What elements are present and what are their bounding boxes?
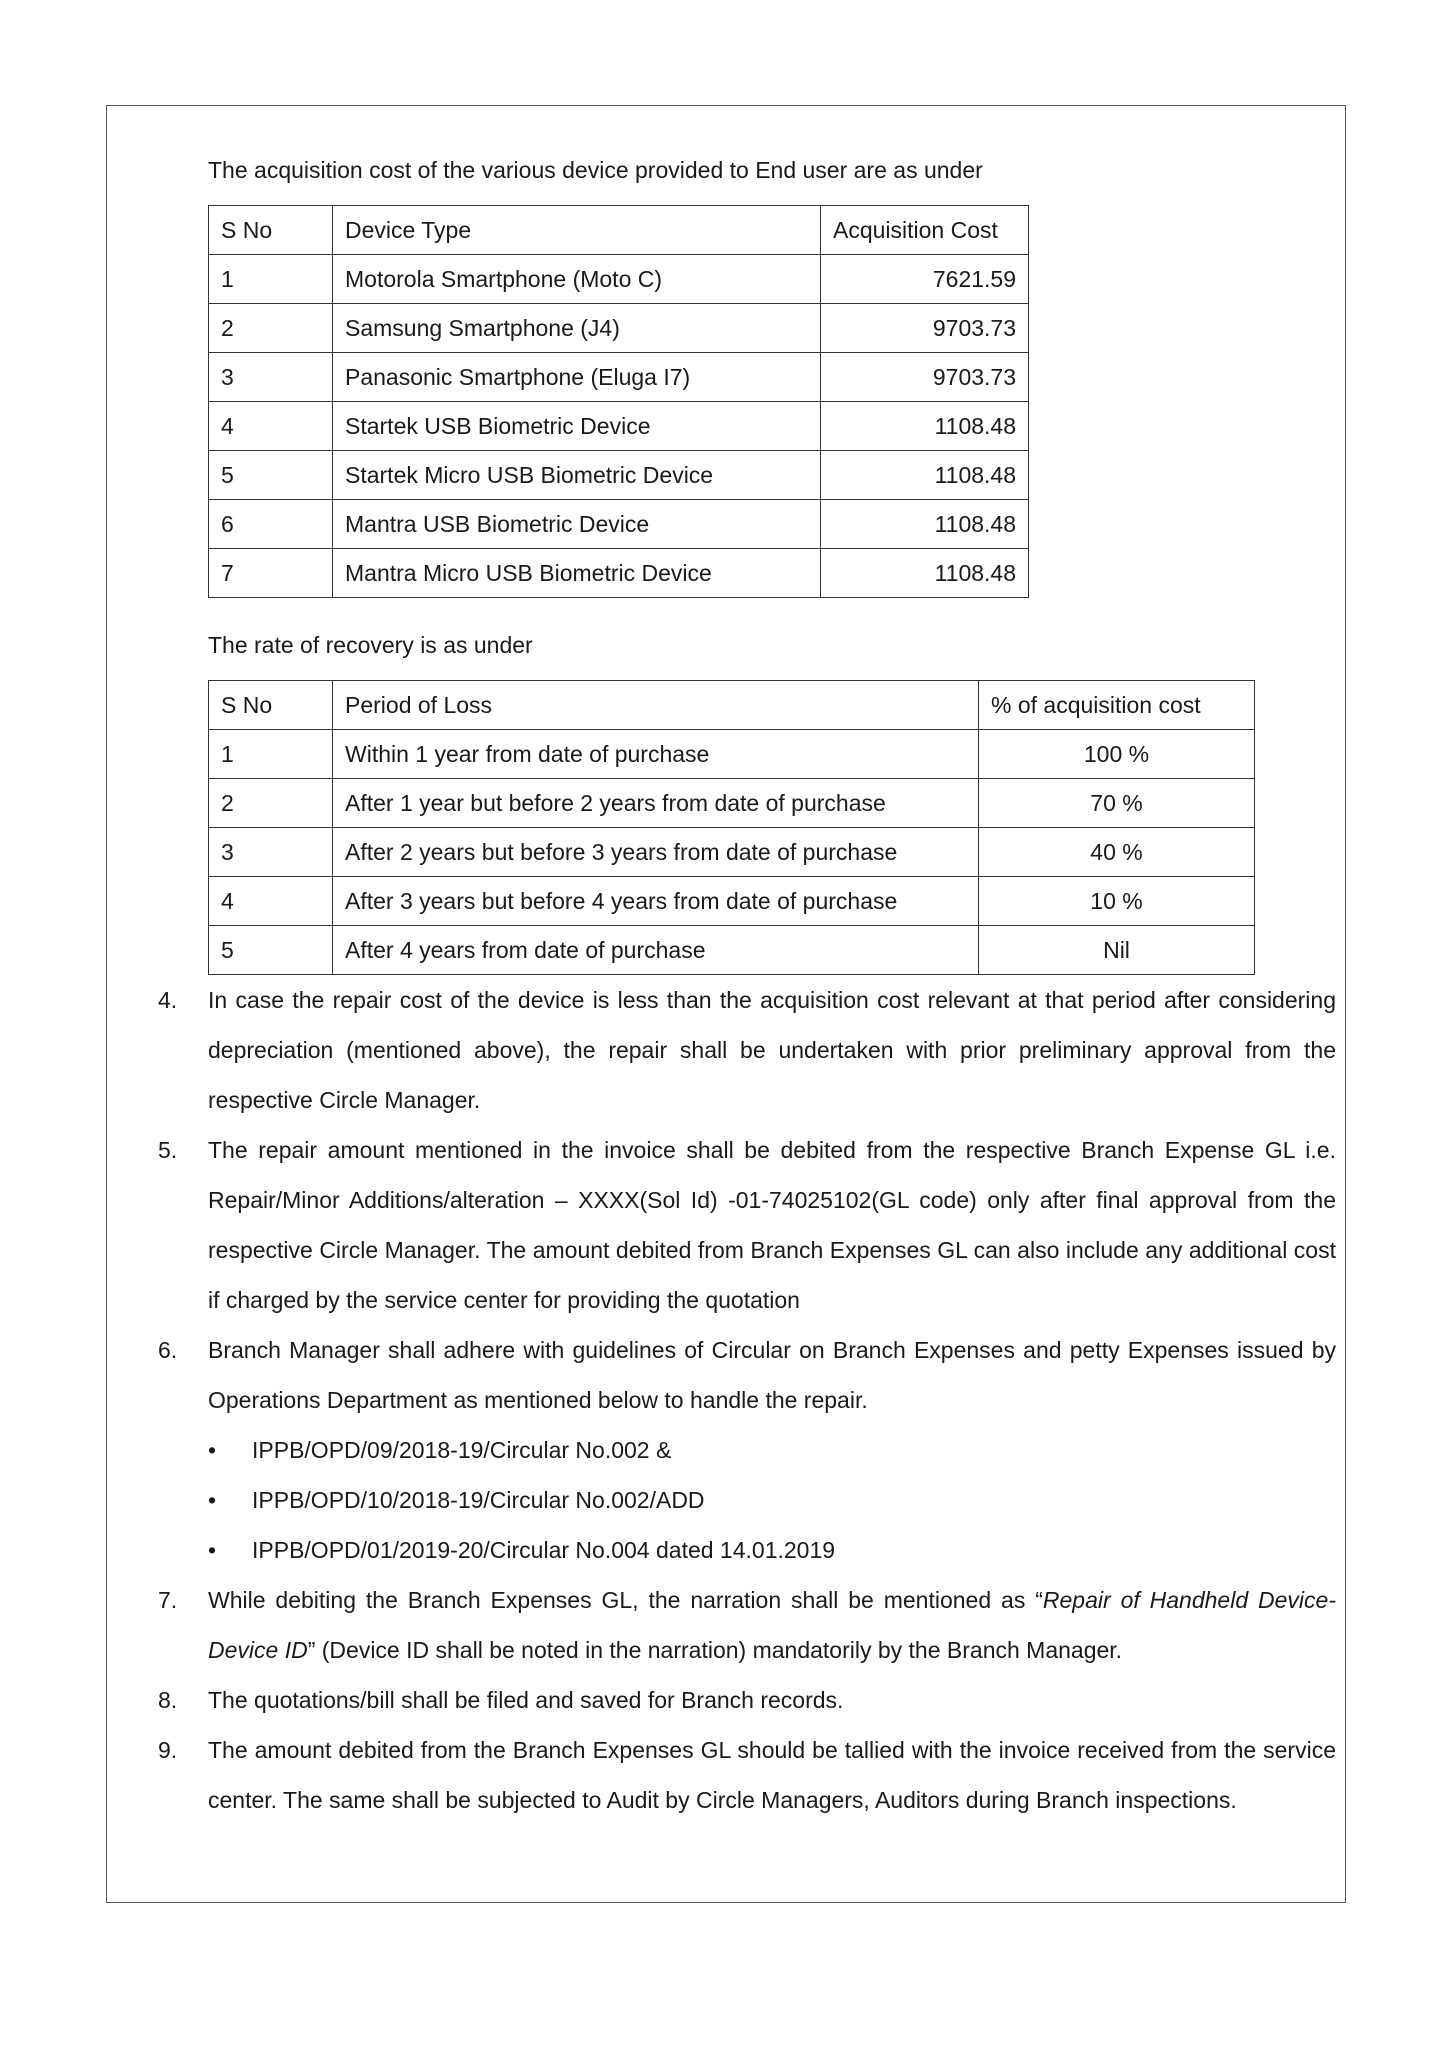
circular-text: IPPB/OPD/10/2018-19/Circular No.002/ADD	[252, 1487, 705, 1513]
table-row	[209, 779, 1255, 828]
list-item	[158, 1725, 1336, 1825]
cell-sno: 3	[209, 828, 333, 877]
list-item	[158, 1675, 1336, 1725]
item-number: 6.	[158, 1337, 178, 1363]
cell-cost: 9703.73	[821, 304, 1029, 353]
item-number: 9.	[158, 1737, 178, 1763]
cell-percent: 10 %	[979, 877, 1255, 926]
cell-sno: 6	[209, 500, 333, 549]
cell-device: Mantra USB Biometric Device	[333, 500, 821, 549]
item-number: 8.	[158, 1687, 178, 1713]
cell-device: Startek Micro USB Biometric Device	[333, 451, 821, 500]
cell-sno: 2	[209, 304, 333, 353]
item-number: 5.	[158, 1137, 178, 1163]
table-row	[209, 353, 1029, 402]
cell-percent: 100 %	[979, 730, 1255, 779]
bullet-icon: •	[208, 1437, 217, 1463]
table-row	[209, 877, 1255, 926]
circular-text: IPPB/OPD/01/2019-20/Circular No.004 dated 14.01.2019	[252, 1537, 836, 1563]
cell-cost: 1108.48	[821, 402, 1029, 451]
cell-sno: 5	[209, 926, 333, 975]
cell-device: Startek USB Biometric Device	[333, 402, 821, 451]
cell-device: Panasonic Smartphone (Eluga I7)	[333, 353, 821, 402]
cell-percent: Nil	[979, 926, 1255, 975]
circular-item	[208, 1525, 1336, 1575]
header-sno: S No	[209, 681, 333, 730]
header-percent-acquisition: % of acquisition cost	[979, 681, 1255, 730]
item-text: The quotations/bill shall be filed and saved for Branch records.	[208, 1687, 844, 1713]
cell-sno: 7	[209, 549, 333, 598]
item-text: Branch Manager shall adhere with guidelines of Circular on Branch Expenses and petty Expenses issued by Operations Department as mentioned below to handle the repair.	[208, 1337, 1336, 1413]
item-number: 7.	[158, 1587, 178, 1613]
cell-cost: 9703.73	[821, 353, 1029, 402]
cell-device: Mantra Micro USB Biometric Device	[333, 549, 821, 598]
item-text: The repair amount mentioned in the invoice shall be debited from the respective Branch Expense GL i.e. Repair/Minor Additions/alteration – XXXX(Sol Id) -01-74025102(GL code) only after final approval from the respective Circle Manager. The amount debited from Branch Expenses GL can also include any additional cost if charged by the service center for providing the quotation	[208, 1137, 1336, 1313]
header-sno: S No	[209, 206, 333, 255]
cell-device: Samsung Smartphone (J4)	[333, 304, 821, 353]
cell-period: Within 1 year from date of purchase	[333, 730, 979, 779]
cell-sno: 3	[209, 353, 333, 402]
cell-sno: 1	[209, 730, 333, 779]
cell-period: After 1 year but before 2 years from date of purchase	[333, 779, 979, 828]
cell-cost: 1108.48	[821, 451, 1029, 500]
circular-item	[208, 1475, 1336, 1525]
list-item	[158, 1325, 1336, 1575]
item-text-before: While debiting the Branch Expenses GL, the narration shall be mentioned as “	[208, 1587, 1043, 1613]
table-header-row	[209, 681, 1255, 730]
circular-item	[208, 1425, 1336, 1475]
cell-cost: 7621.59	[821, 255, 1029, 304]
table-row	[209, 926, 1255, 975]
bullet-icon: •	[208, 1537, 217, 1563]
cell-percent: 70 %	[979, 779, 1255, 828]
numbered-guidelines	[158, 975, 1336, 1825]
cell-period: After 3 years but before 4 years from date of purchase	[333, 877, 979, 926]
list-item	[158, 975, 1336, 1125]
table-header-row	[209, 206, 1029, 255]
circular-text: IPPB/OPD/09/2018-19/Circular No.002 &	[252, 1437, 672, 1463]
cell-sno: 5	[209, 451, 333, 500]
header-period-of-loss: Period of Loss	[333, 681, 979, 730]
table-row	[209, 451, 1029, 500]
cell-cost: 1108.48	[821, 549, 1029, 598]
recovery-rate-table	[208, 680, 1255, 975]
table-row	[209, 730, 1255, 779]
circular-list	[208, 1425, 1336, 1575]
recovery-intro: The rate of recovery is as under	[208, 632, 533, 658]
acquisition-cost-table	[208, 205, 1029, 598]
narration-format: Repair of Handheld Device-Device ID	[208, 1587, 1336, 1663]
cell-period: After 2 years but before 3 years from date of purchase	[333, 828, 979, 877]
cell-device: Motorola Smartphone (Moto C)	[333, 255, 821, 304]
cell-sno: 1	[209, 255, 333, 304]
cell-sno: 4	[209, 402, 333, 451]
cell-sno: 2	[209, 779, 333, 828]
table-row	[209, 304, 1029, 353]
cell-percent: 40 %	[979, 828, 1255, 877]
header-device-type: Device Type	[333, 206, 821, 255]
item-text-after: ” (Device ID shall be noted in the narration) mandatorily by the Branch Manager.	[307, 1637, 1123, 1663]
table-row	[209, 500, 1029, 549]
list-item	[158, 1125, 1336, 1325]
acquisition-intro: The acquisition cost of the various device provided to End user are as under	[208, 157, 983, 183]
table-row	[209, 255, 1029, 304]
table-row	[209, 402, 1029, 451]
list-item	[158, 1575, 1336, 1675]
cell-cost: 1108.48	[821, 500, 1029, 549]
table-row	[209, 549, 1029, 598]
item-text: In case the repair cost of the device is less than the acquisition cost relevant at that period after considering depreciation (mentioned above), the repair shall be undertaken with prior preliminary approval from the respective Circle Manager.	[208, 987, 1336, 1113]
bullet-icon: •	[208, 1487, 217, 1513]
header-acquisition-cost: Acquisition Cost	[821, 206, 1029, 255]
cell-period: After 4 years from date of purchase	[333, 926, 979, 975]
item-text: The amount debited from the Branch Expenses GL should be tallied with the invoice received from the service center. The same shall be subjected to Audit by Circle Managers, Auditors during Branch inspections.	[208, 1737, 1336, 1813]
item-number: 4.	[158, 987, 178, 1013]
table-row	[209, 828, 1255, 877]
cell-sno: 4	[209, 877, 333, 926]
